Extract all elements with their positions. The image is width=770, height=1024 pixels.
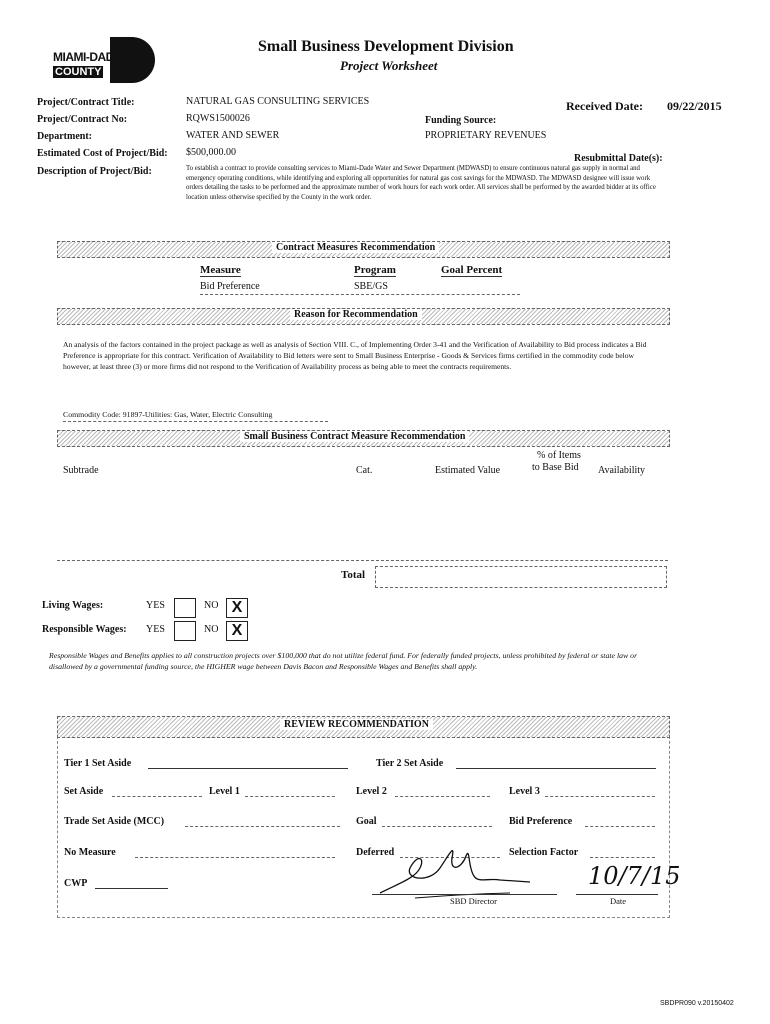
program-col-header: Program <box>354 264 396 276</box>
level3-line[interactable] <box>545 796 655 797</box>
living-wages-yes-label: YES <box>146 600 165 611</box>
measure-row-line <box>200 294 520 295</box>
reason-text: An analysis of the factors contained in the project package as well as analysis of Section VIII. C., of Implementing Order 3-41 and the Verification of Availability to Bid process indicates a Bid Preference is appropriate for this contract. Verification of Availability to Bid letters were sent to Small Business Enterprise - Goods & Services firms certified in the commodity code below however, at least three (3) or more firms did not respond to the Verification of Availability process as being able to meet the contracts requirements. <box>63 340 647 371</box>
commodity-line <box>63 421 328 422</box>
pct-items-col-header-2: to Base Bid <box>532 462 579 473</box>
funding-source-value: PROPRIETARY REVENUES <box>425 130 547 141</box>
program-value: SBE/GS <box>354 281 388 292</box>
bid-preference-label: Bid Preference <box>509 816 573 827</box>
no-measure-line[interactable] <box>135 857 335 858</box>
measure-col-header: Measure <box>200 264 241 276</box>
small-business-row-line <box>57 560 668 561</box>
title-value: NATURAL GAS CONSULTING SERVICES <box>186 96 370 107</box>
logo-line1: MIAMI-DADE <box>53 50 122 64</box>
funding-source-label: Funding Source: <box>425 115 497 126</box>
cwp-line[interactable] <box>95 888 168 889</box>
small-business-title: Small Business Contract Measure Recommendation <box>240 431 469 442</box>
total-label: Total <box>341 569 366 581</box>
responsible-wages-no-label: NO <box>204 624 219 635</box>
trade-set-aside-line[interactable] <box>185 826 340 827</box>
review-date-label: Date <box>610 896 627 906</box>
level2-label: Level 2 <box>356 786 387 797</box>
resubmittal-label: Resubmittal Date(s): <box>574 153 663 164</box>
subtrade-col-header: Subtrade <box>63 465 99 476</box>
contract-no-label: Project/Contract No: <box>37 114 128 125</box>
director-signature-line[interactable] <box>372 894 557 895</box>
description-value: To establish a contract to provide consulting services to Miami-Dade Water and Sewer Department (MDWASD) to ensure continuous natural gas supply in normal and emergency operating conditions, while identifying and exploring all opportunities for natural gas cost savings for the MDWASD. The MDWASD designee will issue work orders detailing the tasks to be performed and the approximate number of work hours for each work order. All services shall be performed by the awarded bidder at its office location unless otherwise specified by the County in the work order. <box>186 165 656 201</box>
goal-col-header: Goal Percent <box>441 264 503 276</box>
responsible-wages-yes-checkbox[interactable] <box>174 621 196 641</box>
total-box <box>375 566 667 588</box>
level1-line[interactable] <box>245 796 335 797</box>
director-label: SBD Director <box>450 896 497 906</box>
description-label: Description of Project/Bid: <box>37 166 152 177</box>
cat-col-header: Cat. <box>356 465 373 476</box>
commodity-code: Commodity Code: 91897-Utilities: Gas, Water, Electric Consulting <box>63 410 273 419</box>
set-aside-line[interactable] <box>112 796 202 797</box>
reason-title: Reason for Recommendation <box>290 309 422 320</box>
living-wages-label: Living Wages: <box>42 600 104 611</box>
responsible-wages-yes-label: YES <box>146 624 165 635</box>
living-wages-yes-checkbox[interactable] <box>174 598 196 618</box>
goal-label: Goal <box>356 816 377 827</box>
tier2-label: Tier 2 Set Aside <box>376 758 444 769</box>
level2-line[interactable] <box>395 796 490 797</box>
responsible-wages-no-checkbox[interactable]: X <box>226 621 248 641</box>
living-wages-no-checkbox[interactable]: X <box>226 598 248 618</box>
trade-set-aside-label: Trade Set Aside (MCC) <box>64 816 165 827</box>
cost-label: Estimated Cost of Project/Bid: <box>37 148 168 159</box>
tier2-line[interactable] <box>456 768 656 769</box>
department-label: Department: <box>37 131 92 142</box>
logo-line2: COUNTY <box>55 66 102 78</box>
contract-measures-title: Contract Measures Recommendation <box>272 242 439 253</box>
living-wages-no-label: NO <box>204 600 219 611</box>
tier1-label: Tier 1 Set Aside <box>64 758 132 769</box>
title-label: Project/Contract Title: <box>37 97 135 108</box>
cwp-label: CWP <box>64 878 88 889</box>
tier1-line[interactable] <box>148 768 348 769</box>
pct-items-col-header-1: % of Items <box>537 450 581 461</box>
bid-preference-line[interactable] <box>585 826 655 827</box>
level3-label: Level 3 <box>509 786 540 797</box>
estimated-value-col-header: Estimated Value <box>435 465 501 476</box>
county-logo <box>50 35 155 85</box>
review-date-value: 10/7/15 <box>588 862 681 890</box>
form-id: SBDPR090 v.20150402 <box>660 1000 734 1007</box>
responsible-wages-label: Responsible Wages: <box>42 624 127 635</box>
review-title: REVIEW RECOMMENDATION <box>280 719 433 730</box>
review-date-line[interactable] <box>576 894 658 895</box>
contract-no-value: RQWS1500026 <box>186 113 250 124</box>
received-date-value: 09/22/2015 <box>667 99 722 113</box>
selection-factor-label: Selection Factor <box>509 847 579 858</box>
measure-value: Bid Preference <box>200 281 260 292</box>
cost-value: $500,000.00 <box>186 147 236 158</box>
page-subtitle: Project Worksheet <box>340 58 438 73</box>
page-title: Small Business Development Division <box>258 38 514 55</box>
availability-col-header: Availability <box>598 465 646 476</box>
department-value: WATER AND SEWER <box>186 130 280 141</box>
level1-label: Level 1 <box>209 786 240 797</box>
received-date-label: Received Date: <box>566 99 643 113</box>
deferred-label: Deferred <box>356 847 395 858</box>
goal-line[interactable] <box>382 826 492 827</box>
wages-note: Responsible Wages and Benefits applies to all construction projects over $100,000 that do not utilize federal fund. For federally funded projects, unless prohibited by federal or state law or disallowed by a governmental funding source, the HIGHER wage between Davis Bacon and Responsible Wages and Benefits shall apply. <box>49 651 638 671</box>
set-aside-label: Set Aside <box>64 786 104 797</box>
no-measure-label: No Measure <box>64 847 116 858</box>
selection-factor-line[interactable] <box>590 857 655 858</box>
